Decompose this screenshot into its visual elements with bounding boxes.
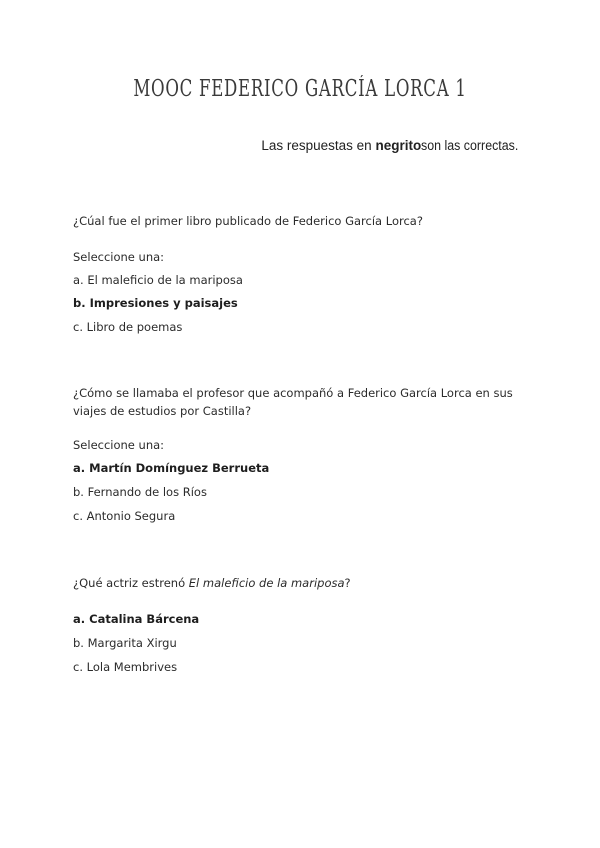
question-1-text: ¿Cúal fue el primer libro publicado de Federico García Lorca? <box>73 214 423 228</box>
question-3-option-c: c. Lola Membrives <box>73 660 178 674</box>
question-1-option-b: b. Impresiones y paisajes <box>73 296 238 310</box>
note-text-after: son las correctas. <box>421 138 519 153</box>
question-2-text: ¿Cómo se llamaba el profesor que acompañó a Federico García Lorca en sus viajes de estudios por Castilla? <box>73 386 513 418</box>
question-1-option-c: c. Libro de poemas <box>73 320 183 334</box>
question-3-text-after: ? <box>344 576 351 590</box>
question-3-text-before: ¿Qué actriz estrenó <box>73 576 189 590</box>
question-1-prompt: Seleccione una: <box>73 250 165 264</box>
question-2-prompt: Seleccione una: <box>73 438 165 452</box>
question-2-option-a: a. Martín Domínguez Berrueta <box>73 461 270 475</box>
question-1-option-a: a. El maleficio de la mariposa <box>73 273 243 287</box>
question-3-option-a: a. Catalina Bárcena <box>73 612 200 626</box>
page-title: MOOC FEDERICO GARCÍA LORCA 1 <box>133 76 467 102</box>
question-3-text-italic: El maleficio de la mariposa <box>188 576 345 590</box>
answer-key-note <box>261 138 527 153</box>
question-2-option-b: b. Fernando de los Ríos <box>73 485 207 499</box>
question-2-option-c: c. Antonio Segura <box>73 509 176 523</box>
note-text-before: Las respuestas en <box>261 138 376 153</box>
note-text-bold: negrito <box>375 138 422 153</box>
question-3-option-b: b. Margarita Xirgu <box>73 636 177 650</box>
question-3-text <box>73 574 533 592</box>
